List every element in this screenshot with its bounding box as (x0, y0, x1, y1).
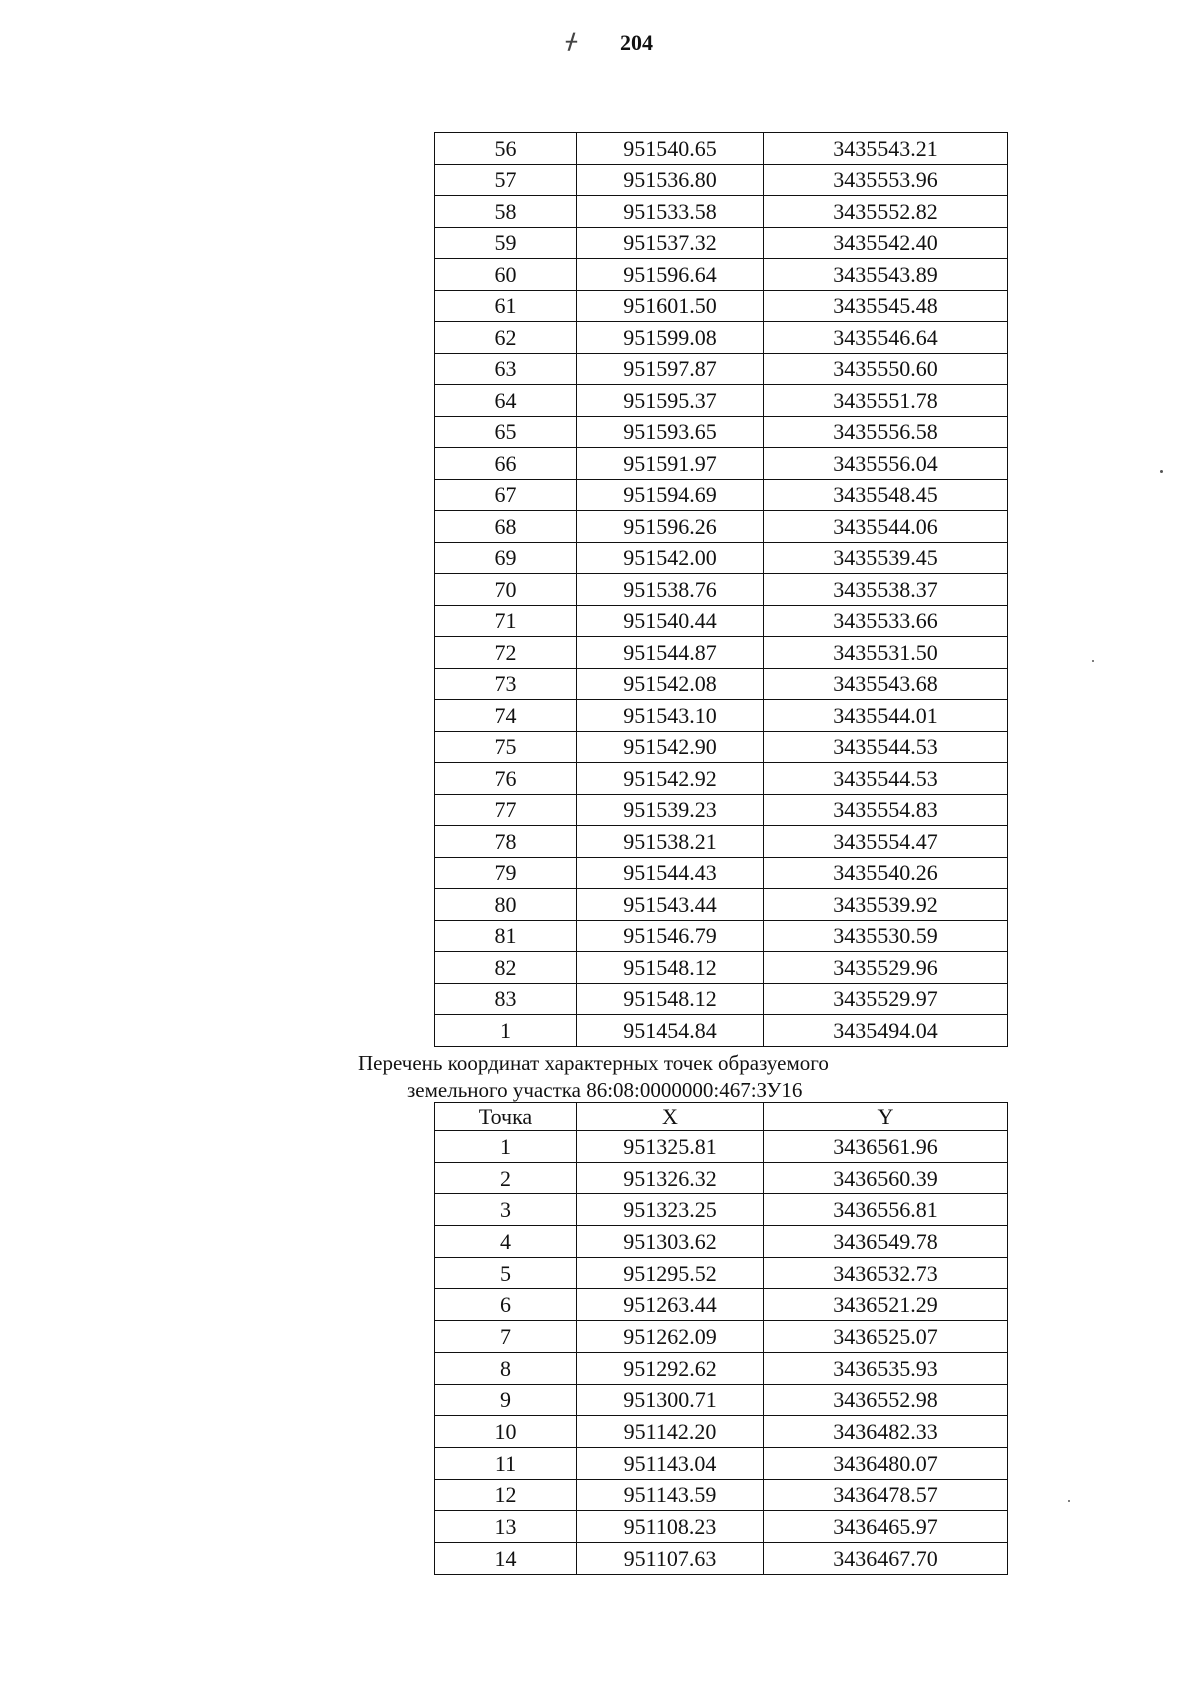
y-cell: 3436549.78 (764, 1226, 1008, 1258)
y-cell: 3435544.53 (764, 763, 1008, 795)
header-point: Точка (435, 1103, 577, 1131)
table-row (435, 794, 1008, 826)
y-cell: 3436521.29 (764, 1289, 1008, 1321)
table-body (435, 1131, 1008, 1575)
x-cell: 951544.87 (577, 637, 764, 669)
x-cell: 951533.58 (577, 196, 764, 228)
x-cell: 951292.62 (577, 1352, 764, 1384)
x-cell: 951536.80 (577, 164, 764, 196)
table-row (435, 1194, 1008, 1226)
point-cell: 70 (435, 574, 577, 606)
point-cell: 6 (435, 1289, 577, 1321)
point-cell: 7 (435, 1321, 577, 1353)
x-cell: 951107.63 (577, 1542, 764, 1574)
y-cell: 3436561.96 (764, 1131, 1008, 1163)
x-cell: 951303.62 (577, 1226, 764, 1258)
y-cell: 3435552.82 (764, 196, 1008, 228)
caption-line-2: земельного участка 86:08:0000000:467:ЗУ16 (407, 1078, 803, 1102)
table-row (435, 1352, 1008, 1384)
point-cell: 75 (435, 731, 577, 763)
table-row (435, 668, 1008, 700)
table-row (435, 826, 1008, 858)
x-cell: 951548.12 (577, 983, 764, 1015)
table-row (435, 857, 1008, 889)
table-row (435, 290, 1008, 322)
point-cell: 74 (435, 700, 577, 732)
table-row (435, 511, 1008, 543)
y-cell: 3436467.70 (764, 1542, 1008, 1574)
y-cell: 3435539.45 (764, 542, 1008, 574)
y-cell: 3435544.06 (764, 511, 1008, 543)
point-cell: 1 (435, 1015, 577, 1047)
y-cell: 3435553.96 (764, 164, 1008, 196)
point-cell: 82 (435, 952, 577, 984)
y-cell: 3435550.60 (764, 353, 1008, 385)
table-row (435, 227, 1008, 259)
x-cell: 951548.12 (577, 952, 764, 984)
y-cell: 3435533.66 (764, 605, 1008, 637)
point-cell: 71 (435, 605, 577, 637)
table-row (435, 1384, 1008, 1416)
table-row (435, 1479, 1008, 1511)
point-cell: 81 (435, 920, 577, 952)
table-row (435, 1015, 1008, 1047)
x-cell: 951537.32 (577, 227, 764, 259)
y-cell: 3435546.64 (764, 322, 1008, 354)
table-row (435, 763, 1008, 795)
y-cell: 3435531.50 (764, 637, 1008, 669)
y-cell: 3435543.89 (764, 259, 1008, 291)
point-cell: 14 (435, 1542, 577, 1574)
point-cell: 59 (435, 227, 577, 259)
point-cell: 57 (435, 164, 577, 196)
x-cell: 951540.65 (577, 133, 764, 165)
point-cell: 5 (435, 1257, 577, 1289)
point-cell: 62 (435, 322, 577, 354)
point-cell: 83 (435, 983, 577, 1015)
point-cell: 9 (435, 1384, 577, 1416)
point-cell: 60 (435, 259, 577, 291)
table-row (435, 542, 1008, 574)
y-cell: 3436552.98 (764, 1384, 1008, 1416)
table-row (435, 259, 1008, 291)
table-row (435, 133, 1008, 165)
y-cell: 3436560.39 (764, 1162, 1008, 1194)
point-cell: 12 (435, 1479, 577, 1511)
table-row (435, 605, 1008, 637)
table-row (435, 700, 1008, 732)
table-row (435, 1416, 1008, 1448)
point-cell: 65 (435, 416, 577, 448)
table-row (435, 574, 1008, 606)
table-row (435, 1542, 1008, 1574)
table-row (435, 1226, 1008, 1258)
table-row (435, 1131, 1008, 1163)
y-cell: 3435556.04 (764, 448, 1008, 480)
scan-speck (1160, 470, 1163, 473)
x-cell: 951539.23 (577, 794, 764, 826)
scan-speck (1092, 660, 1094, 662)
x-cell: 951542.92 (577, 763, 764, 795)
table-row (435, 1511, 1008, 1543)
point-cell: 67 (435, 479, 577, 511)
y-cell: 3436478.57 (764, 1479, 1008, 1511)
y-cell: 3435548.45 (764, 479, 1008, 511)
point-cell: 4 (435, 1226, 577, 1258)
x-cell: 951596.26 (577, 511, 764, 543)
table-row (435, 448, 1008, 480)
y-cell: 3435529.97 (764, 983, 1008, 1015)
point-cell: 66 (435, 448, 577, 480)
table-row (435, 952, 1008, 984)
table-header-row (435, 1103, 1008, 1131)
scan-mark-icon: ᚋ (566, 28, 577, 53)
table-row (435, 322, 1008, 354)
y-cell: 3435554.83 (764, 794, 1008, 826)
x-cell: 951595.37 (577, 385, 764, 417)
y-cell: 3435543.21 (764, 133, 1008, 165)
table-row (435, 1447, 1008, 1479)
x-cell: 951540.44 (577, 605, 764, 637)
point-cell: 64 (435, 385, 577, 417)
y-cell: 3435544.01 (764, 700, 1008, 732)
x-cell: 951594.69 (577, 479, 764, 511)
x-cell: 951263.44 (577, 1289, 764, 1321)
x-cell: 951542.00 (577, 542, 764, 574)
y-cell: 3436556.81 (764, 1194, 1008, 1226)
table-row (435, 196, 1008, 228)
point-cell: 80 (435, 889, 577, 921)
y-cell: 3436482.33 (764, 1416, 1008, 1448)
point-cell: 8 (435, 1352, 577, 1384)
point-cell: 58 (435, 196, 577, 228)
x-cell: 951601.50 (577, 290, 764, 322)
table-row (435, 385, 1008, 417)
y-cell: 3435554.47 (764, 826, 1008, 858)
table-row (435, 920, 1008, 952)
y-cell: 3435542.40 (764, 227, 1008, 259)
x-cell: 951262.09 (577, 1321, 764, 1353)
y-cell: 3435494.04 (764, 1015, 1008, 1047)
x-cell: 951142.20 (577, 1416, 764, 1448)
x-cell: 951542.08 (577, 668, 764, 700)
point-cell: 56 (435, 133, 577, 165)
x-cell: 951143.59 (577, 1479, 764, 1511)
x-cell: 951543.44 (577, 889, 764, 921)
x-cell: 951325.81 (577, 1131, 764, 1163)
y-cell: 3436465.97 (764, 1511, 1008, 1543)
table-row (435, 1289, 1008, 1321)
header-y: Y (764, 1103, 1008, 1131)
y-cell: 3435538.37 (764, 574, 1008, 606)
x-cell: 951323.25 (577, 1194, 764, 1226)
table-row (435, 1162, 1008, 1194)
x-cell: 951593.65 (577, 416, 764, 448)
y-cell: 3435544.53 (764, 731, 1008, 763)
point-cell: 69 (435, 542, 577, 574)
y-cell: 3435545.48 (764, 290, 1008, 322)
point-cell: 68 (435, 511, 577, 543)
point-cell: 61 (435, 290, 577, 322)
table-row (435, 983, 1008, 1015)
y-cell: 3435530.59 (764, 920, 1008, 952)
x-cell: 951108.23 (577, 1511, 764, 1543)
header-x: X (577, 1103, 764, 1131)
y-cell: 3436535.93 (764, 1352, 1008, 1384)
table-row (435, 1321, 1008, 1353)
page-number: 204 (620, 30, 653, 55)
table-row (435, 1257, 1008, 1289)
x-cell: 951597.87 (577, 353, 764, 385)
y-cell: 3435540.26 (764, 857, 1008, 889)
table-row (435, 416, 1008, 448)
table-row (435, 164, 1008, 196)
y-cell: 3436532.73 (764, 1257, 1008, 1289)
point-cell: 72 (435, 637, 577, 669)
x-cell: 951596.64 (577, 259, 764, 291)
x-cell: 951454.84 (577, 1015, 764, 1047)
point-cell: 3 (435, 1194, 577, 1226)
point-cell: 79 (435, 857, 577, 889)
table-body (435, 133, 1008, 1047)
table-row (435, 479, 1008, 511)
x-cell: 951295.52 (577, 1257, 764, 1289)
x-cell: 951546.79 (577, 920, 764, 952)
point-cell: 11 (435, 1447, 577, 1479)
point-cell: 73 (435, 668, 577, 700)
y-cell: 3435529.96 (764, 952, 1008, 984)
caption-line-1: Перечень координат характерных точек образуемого (358, 1051, 829, 1075)
y-cell: 3435551.78 (764, 385, 1008, 417)
point-cell: 77 (435, 794, 577, 826)
y-cell: 3435539.92 (764, 889, 1008, 921)
point-cell: 1 (435, 1131, 577, 1163)
y-cell: 3436480.07 (764, 1447, 1008, 1479)
point-cell: 78 (435, 826, 577, 858)
table-row (435, 353, 1008, 385)
x-cell: 951542.90 (577, 731, 764, 763)
point-cell: 10 (435, 1416, 577, 1448)
point-cell: 2 (435, 1162, 577, 1194)
table-row (435, 731, 1008, 763)
point-cell: 76 (435, 763, 577, 795)
table-row (435, 637, 1008, 669)
x-cell: 951300.71 (577, 1384, 764, 1416)
x-cell: 951538.76 (577, 574, 764, 606)
x-cell: 951591.97 (577, 448, 764, 480)
y-cell: 3435543.68 (764, 668, 1008, 700)
point-cell: 63 (435, 353, 577, 385)
scan-speck (1068, 1500, 1070, 1502)
table-row (435, 889, 1008, 921)
x-cell: 951326.32 (577, 1162, 764, 1194)
y-cell: 3435556.58 (764, 416, 1008, 448)
point-cell: 13 (435, 1511, 577, 1543)
x-cell: 951599.08 (577, 322, 764, 354)
x-cell: 951544.43 (577, 857, 764, 889)
y-cell: 3436525.07 (764, 1321, 1008, 1353)
x-cell: 951538.21 (577, 826, 764, 858)
table-caption (330, 1050, 950, 1104)
coordinates-table-zu16 (434, 1102, 1008, 1575)
coordinates-table-continued (434, 132, 1008, 1047)
x-cell: 951543.10 (577, 700, 764, 732)
x-cell: 951143.04 (577, 1447, 764, 1479)
